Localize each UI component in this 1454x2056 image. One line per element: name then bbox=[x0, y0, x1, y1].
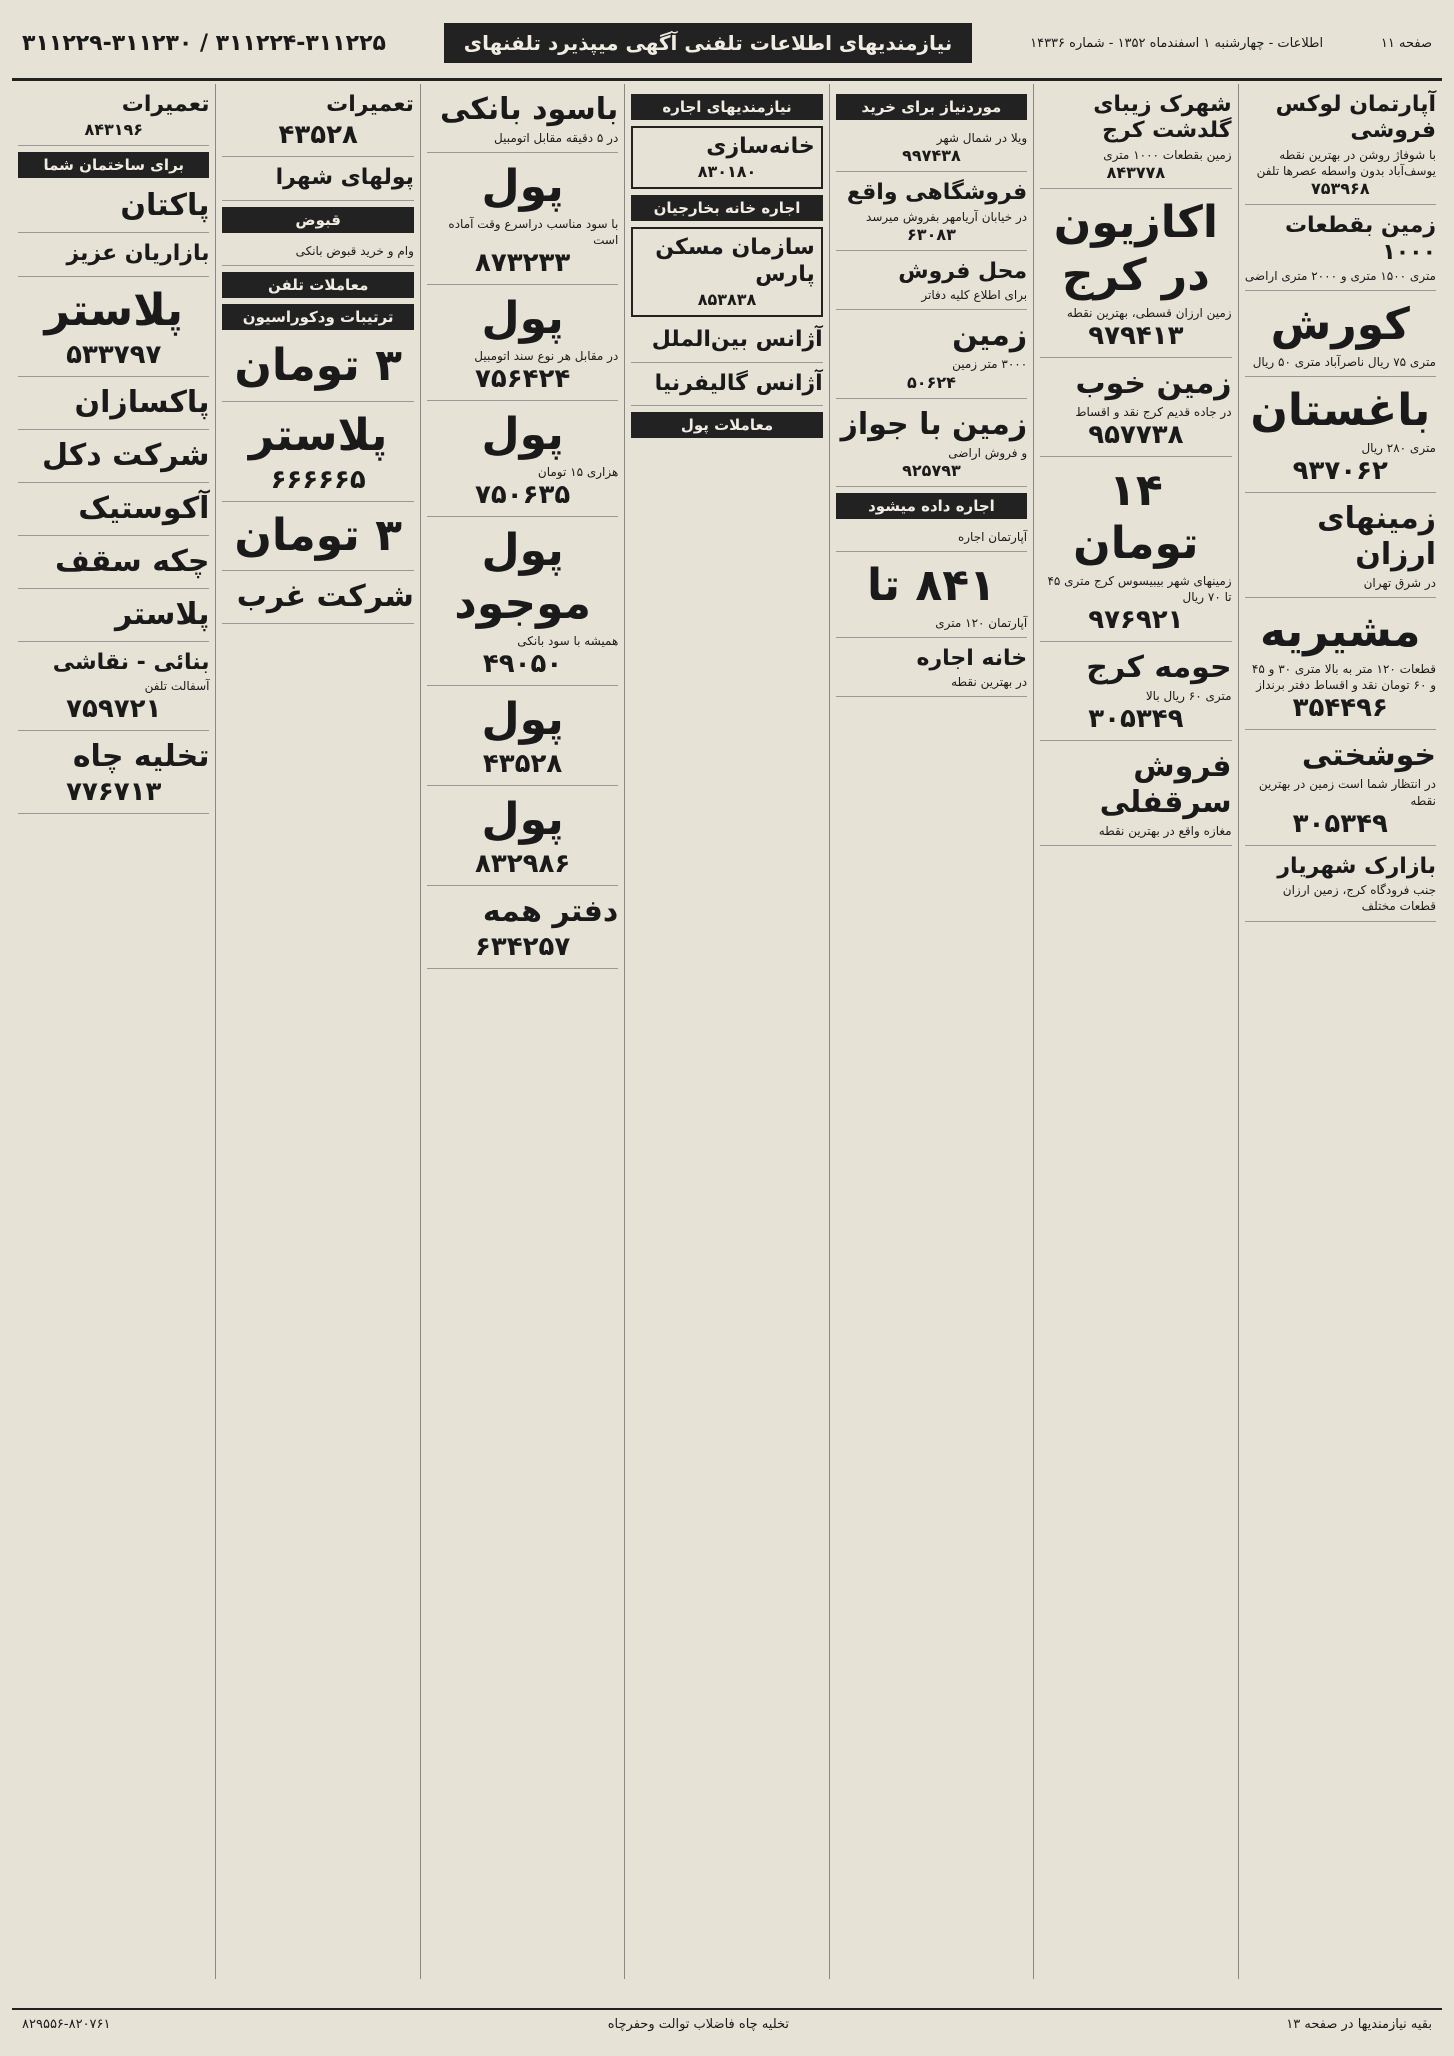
ad bbox=[1040, 362, 1231, 457]
ad-title: پولهای شهرا bbox=[275, 165, 414, 191]
ad-title: فروش سرقفلی bbox=[1099, 749, 1232, 821]
section-heading: اجاره داده میشود bbox=[836, 493, 1027, 519]
ad-phone: ۶۳۴۲۵۷ bbox=[474, 931, 571, 962]
ad-body: در بهترین نقطه bbox=[951, 675, 1028, 690]
ad bbox=[836, 403, 1027, 487]
ad-title: شرکت دکل bbox=[42, 437, 210, 473]
ad bbox=[222, 336, 413, 402]
ad-title: آکوستیک bbox=[78, 490, 210, 526]
ad bbox=[1245, 209, 1436, 291]
ad-body: در ۵ دقیقه مقابل اتومبیل bbox=[494, 131, 619, 145]
ad-title: زمین با جواز bbox=[840, 406, 1028, 442]
column-7 bbox=[12, 84, 215, 1979]
ad-phone: ۷۵۰۶۳۵ bbox=[474, 480, 571, 511]
ad bbox=[18, 88, 209, 146]
column-6 bbox=[215, 84, 419, 1979]
ad-body: در جاده قدیم کرج نقد و اقساط bbox=[1075, 404, 1232, 419]
ad-phone: ۸۴۳۷۷۸ bbox=[1106, 162, 1166, 182]
ad-phone: ۷۵۹۷۲۱ bbox=[66, 694, 162, 725]
ad-title: ۱۴ تومان bbox=[1073, 464, 1199, 569]
ad-body: با شوفاژ روشن در بهترین نقطه یوسف‌آباد بدون واسطه عصرها تلفن bbox=[1256, 147, 1436, 178]
ad bbox=[631, 367, 822, 406]
ad-title: سازمان مسکن پارس bbox=[655, 235, 815, 287]
ad bbox=[427, 157, 618, 285]
ad bbox=[1040, 745, 1231, 846]
ad-title: خانه‌سازی bbox=[706, 134, 815, 159]
ad bbox=[427, 88, 618, 153]
section-heading: برای ساختمان شما bbox=[18, 152, 209, 178]
ad-title: تعمیرات bbox=[121, 92, 210, 117]
newspaper-page bbox=[12, 8, 1442, 2038]
ad-body: وام و خرید قبوض بانکی bbox=[295, 243, 414, 258]
ad-title: حومه کرج bbox=[1086, 649, 1232, 685]
ad-body: آپارتمان ۱۲۰ متری bbox=[935, 615, 1028, 630]
ad-title: باسود بانکی bbox=[440, 92, 619, 127]
ad-title: تعمیرات bbox=[326, 92, 414, 117]
ad bbox=[1040, 646, 1231, 741]
ad bbox=[427, 790, 618, 886]
ad-title: مشیریه bbox=[1260, 606, 1421, 658]
ad-title: پول bbox=[481, 694, 564, 746]
section-heading: معاملات تلفن bbox=[222, 272, 413, 298]
ad-title: تخلیه چاه bbox=[72, 739, 210, 775]
ad-title: آژانس گالیفرنیا bbox=[654, 370, 823, 396]
ad-body: زمین ارزان قسطی، بهترین نقطه bbox=[1066, 305, 1232, 320]
ad bbox=[18, 434, 209, 483]
ad-title: کورش bbox=[1270, 299, 1410, 351]
ad-phone: ۷۵۳۹۶۸ bbox=[1310, 179, 1370, 199]
ad-title: زمین bbox=[952, 318, 1028, 354]
section-heading: اجاره خانه بخارجیان bbox=[631, 195, 822, 221]
ad-phone: ۸۳۰۱۸۰ bbox=[697, 162, 757, 182]
ad-title: پول bbox=[481, 293, 564, 345]
ad-title: ۸۴۱ تا bbox=[866, 559, 996, 611]
ad-phone: ۴۹۰۵۰ bbox=[482, 649, 563, 680]
ad bbox=[1245, 602, 1436, 730]
ad-body: قطعات ۱۲۰ متر به بالا متری ۳۰ و ۴۵ و ۶۰ تومان نقد و اقساط دفتر برنداز bbox=[1251, 662, 1436, 693]
ad-title: پلاستر bbox=[44, 284, 184, 336]
ad bbox=[836, 525, 1027, 552]
ad-body: با سود مناسب دراسرع وقت آماده است bbox=[448, 216, 619, 248]
ad-body: متری ۷۵ ریال ناصرآباد متری ۵۰ ریال bbox=[1252, 354, 1436, 369]
ad-phone: ۷۷۶۷۱۳ bbox=[66, 777, 162, 808]
ad-phone: ۹۹۷۴۳۸ bbox=[902, 146, 961, 166]
ad bbox=[1040, 88, 1231, 189]
ad-title: بنائی - نقاشی bbox=[52, 649, 210, 675]
ad bbox=[18, 184, 209, 233]
ad-title: زمین بقطعات ۱۰۰۰ bbox=[1284, 213, 1436, 265]
ad bbox=[222, 161, 413, 200]
ad-body: جنب فرودگاه کرج، زمین ارزان قطعات مختلف bbox=[1282, 883, 1436, 914]
footer-drain-ad: تخلیه چاه فاضلاب توالت وحفرچاه bbox=[607, 2016, 790, 2032]
column-1 bbox=[1238, 84, 1442, 1979]
ad-phone: ۷۵۶۴۲۴ bbox=[474, 364, 571, 395]
ad bbox=[836, 126, 1027, 172]
ad-title: ۳ تومان bbox=[234, 509, 402, 561]
ad-phone: ۸۵۳۸۳۸ bbox=[697, 290, 757, 310]
ad bbox=[1245, 381, 1436, 493]
column-5 bbox=[420, 84, 624, 1979]
ad-title: شرکت غرب bbox=[236, 579, 414, 615]
ad-phone: ۳۰۵۳۴۹ bbox=[1088, 704, 1184, 735]
ad-phone: ۵۰۶۲۴ bbox=[907, 372, 956, 392]
ad-body: آسفالت تلفن bbox=[144, 678, 210, 693]
ad-title: محل فروش bbox=[898, 258, 1028, 284]
classifieds-banner: نیازمندیهای اطلاعات تلفنی آگهی میپذیرد تلفنهای bbox=[444, 23, 972, 63]
ad-title: بازاریان عزیز bbox=[66, 241, 210, 267]
ad-body: در انتظار شما است زمین در بهترین نقطه bbox=[1258, 777, 1436, 808]
ad-body: همیشه با سود بانکی bbox=[517, 633, 619, 648]
ad bbox=[18, 646, 209, 732]
ad-title: شهرک زیبای گلدشت کرج bbox=[1093, 92, 1232, 144]
ad bbox=[1245, 295, 1436, 377]
ad-body: در مقابل هر نوع سند اتومبیل bbox=[474, 349, 619, 364]
ad bbox=[836, 314, 1027, 398]
ad-title: پول bbox=[481, 409, 564, 461]
ad bbox=[1040, 193, 1231, 358]
ad bbox=[18, 735, 209, 814]
masthead bbox=[12, 8, 1442, 81]
ad-title: آپارتمان لوکس فروشی bbox=[1275, 92, 1436, 144]
ad-title: پول bbox=[481, 793, 564, 845]
ad bbox=[836, 255, 1027, 311]
ad bbox=[1245, 850, 1436, 922]
ad bbox=[222, 406, 413, 502]
section-heading: موردنیاز برای خرید bbox=[836, 94, 1027, 120]
ad-body: متری ۱۵۰۰ متری و ۲۰۰۰ متری اراضی bbox=[1244, 268, 1436, 283]
footer-continued: بقیه نیازمندیها در صفحه ۱۳ bbox=[1286, 2016, 1432, 2032]
ad bbox=[1040, 461, 1231, 642]
ad bbox=[1245, 88, 1436, 205]
ad-title: آژانس بین‌الملل bbox=[651, 327, 823, 353]
ad-body: در شرق تهران bbox=[1363, 576, 1436, 591]
ad-box bbox=[631, 126, 822, 189]
ad bbox=[222, 575, 413, 624]
ad-title: خوشختی bbox=[1301, 738, 1436, 774]
ad-phone: ۴۳۵۲۸ bbox=[278, 120, 358, 151]
ad-body: ویلا در شمال شهر bbox=[936, 131, 1028, 145]
column-2 bbox=[1033, 84, 1237, 1979]
page-footer bbox=[12, 2008, 1442, 2038]
ad-phone: ۵۳۳۷۹۷ bbox=[66, 339, 162, 370]
ad bbox=[631, 323, 822, 362]
ad-title: پاکسازان bbox=[74, 384, 210, 420]
ad bbox=[427, 405, 618, 517]
ad-body: آپارتمان اجاره bbox=[957, 529, 1028, 544]
ad-phone: ۴۳۵۲۸ bbox=[482, 748, 563, 779]
ad-title: پلاستر bbox=[248, 409, 388, 461]
banner-phones: ۳۱۱۲۲۴-۳۱۱۲۲۵ / ۳۱۱۲۲۹-۳۱۱۲۳۰ bbox=[22, 30, 386, 56]
ad-phone: ۶۶۶۶۶۵ bbox=[270, 464, 366, 495]
ad bbox=[427, 521, 618, 686]
ad bbox=[836, 642, 1027, 698]
classified-columns bbox=[12, 84, 1442, 1979]
ad bbox=[1245, 497, 1436, 598]
ad bbox=[18, 593, 209, 642]
ad-phone: ۹۷۹۴۱۳ bbox=[1088, 320, 1184, 351]
ad-body: زمین بقطعات ۱۰۰۰ متری bbox=[1103, 147, 1232, 162]
ad-phone: ۹۳۷۰۶۲ bbox=[1292, 456, 1388, 487]
ad bbox=[836, 556, 1027, 638]
column-3 bbox=[829, 84, 1033, 1979]
section-heading: نیازمندیهای اجاره bbox=[631, 94, 822, 120]
ad-title: پلاستر bbox=[115, 596, 210, 632]
ad-body: و فروش اراضی bbox=[948, 445, 1028, 460]
ad-body: مغازه واقع در بهترین نقطه bbox=[1098, 824, 1232, 839]
ad-phone: ۶۳۰۸۳ bbox=[907, 224, 956, 244]
ad-body: برای اطلاع کلیه دفاتر bbox=[921, 288, 1028, 303]
ad bbox=[18, 540, 209, 589]
ad-title: چکه سقف bbox=[54, 543, 210, 579]
ad-body: متری ۶۰ ریال بالا bbox=[1145, 688, 1232, 703]
page-label: صفحه ۱۱ bbox=[1380, 35, 1432, 51]
ad-title: ۳ تومان bbox=[234, 339, 402, 391]
ad bbox=[836, 176, 1027, 251]
ad bbox=[222, 88, 413, 157]
ad-box bbox=[631, 227, 822, 317]
ad-title: بازارک شهریار bbox=[1277, 853, 1436, 879]
ad-title: باغستان bbox=[1250, 385, 1431, 437]
column-4 bbox=[624, 84, 828, 1979]
ad-phone: ۹۵۷۷۳۸ bbox=[1088, 419, 1184, 450]
ad-body: ۳۰۰۰ متر زمین bbox=[952, 357, 1028, 372]
ad bbox=[222, 506, 413, 572]
ad bbox=[1245, 734, 1436, 845]
ad-phone: ۳۵۴۴۹۶ bbox=[1292, 693, 1388, 724]
ad-title: زمین خوب bbox=[1075, 365, 1232, 401]
section-heading: ترتیبات ودکوراسیون bbox=[222, 304, 413, 330]
section-heading: معاملات پول bbox=[631, 412, 822, 438]
ad-body: متری ۲۸۰ ریال bbox=[1361, 440, 1436, 455]
ad bbox=[427, 690, 618, 786]
ad-title: فروشگاهی واقع bbox=[846, 180, 1028, 206]
ad bbox=[222, 239, 413, 266]
ad-title: خانه اجاره bbox=[916, 645, 1028, 671]
ad bbox=[18, 487, 209, 536]
ad-title: پول موجود bbox=[454, 525, 591, 630]
ad bbox=[18, 281, 209, 377]
ad-title: اکازیون در کرج bbox=[1053, 196, 1218, 301]
ad-title: پول bbox=[481, 161, 564, 213]
ad-phone: ۸۳۲۹۸۶ bbox=[474, 848, 571, 879]
ad-phone: ۹۷۶۹۲۱ bbox=[1088, 604, 1184, 635]
ad bbox=[18, 381, 209, 430]
ad-title: پاکتان bbox=[120, 188, 210, 224]
ad-phone: ۸۴۳۱۹۶ bbox=[84, 120, 144, 140]
ad bbox=[18, 237, 209, 276]
ad bbox=[427, 289, 618, 401]
ad-body: زمینهای شهر بیبیسوس کرج متری ۴۵ تا ۷۰ ریال bbox=[1047, 573, 1232, 604]
ad-phone: ۹۲۵۷۹۳ bbox=[902, 460, 961, 480]
ad-title: زمینهای ارزان bbox=[1317, 501, 1436, 573]
section-heading: قبوض bbox=[222, 207, 413, 233]
ad-body: در خیابان آریامهر بفروش میرسد bbox=[866, 209, 1028, 224]
ad-body: هزاری ۱۵ تومان bbox=[537, 465, 619, 480]
ad-phone: ۳۰۵۳۴۹ bbox=[1292, 808, 1388, 839]
ad bbox=[427, 890, 618, 969]
ad-phone: ۸۷۳۲۳۳ bbox=[474, 248, 571, 279]
ad-title: دفتر همه bbox=[482, 893, 619, 929]
footer-drain-phone: ۸۲۹۵۵۶-۸۲۰۷۶۱ bbox=[22, 2016, 111, 2032]
paper-info: اطلاعات - چهارشنبه ۱ اسفندماه ۱۳۵۲ - شماره ۱۴۳۳۶ bbox=[1030, 35, 1324, 51]
